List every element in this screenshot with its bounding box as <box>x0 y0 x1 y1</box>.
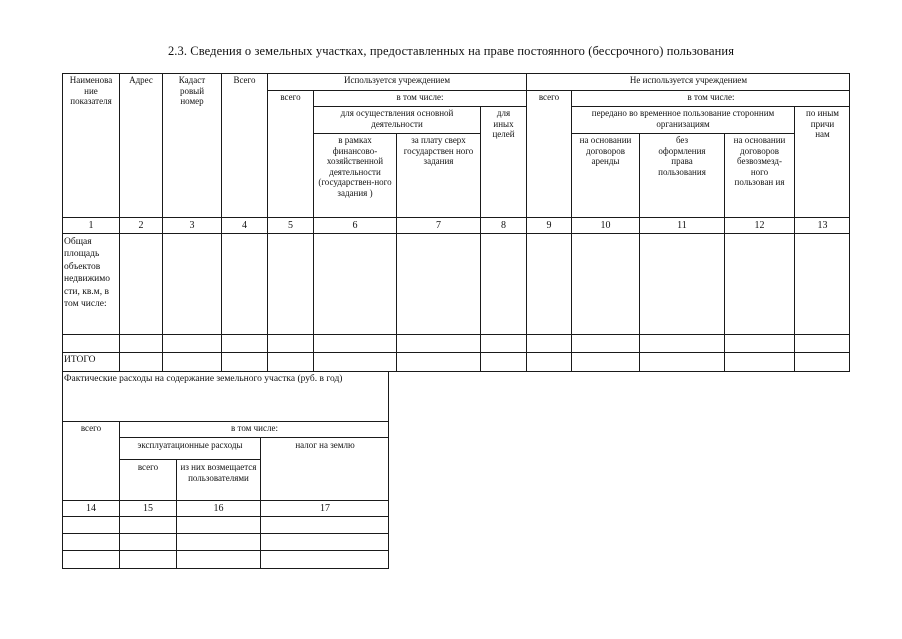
header-lease-agreements: на основании договоров аренды <box>579 135 632 166</box>
header-expenses-total: всего <box>80 423 102 433</box>
page-title: 2.3. Сведения о земельных участках, предоставленных на праве постоянного (бессрочного) пользования <box>167 44 735 58</box>
column-number: 3 <box>189 220 195 231</box>
column-number: 8 <box>501 220 506 231</box>
column-number: 16 <box>213 503 224 514</box>
row-label-total-area: Общая площадь объектов недвижимо сти, кв.м, в том числе: <box>64 237 110 310</box>
header-cadastral-number: Кадаст ровый номер <box>178 75 206 106</box>
column-number: 14 <box>86 503 96 514</box>
header-used-total: всего <box>280 92 301 102</box>
column-number: 1 <box>88 220 94 231</box>
header-main-activity: для осуществления основной деятельности <box>340 108 454 129</box>
header-expenses-including: в том числе: <box>231 423 278 433</box>
header-free-use-agreements: на основании договоров безвозмезд-ного пользован ия <box>733 135 786 188</box>
header-other-reasons: по иным причи нам <box>806 108 839 139</box>
header-financial-plan: в рамках финансово-хозяйственной деятельности (государствен-ного задания ) <box>318 135 392 198</box>
header-transferred-to-third-parties: передано во временное пользование сторонним организациям <box>591 108 775 129</box>
header-operating-expenses: эксплуатационные расходы <box>137 440 243 450</box>
header-used: Используется учреждением <box>343 75 451 85</box>
header-name: Наименова ние показателя <box>69 75 113 106</box>
column-number: 13 <box>817 220 828 231</box>
column-number: 9 <box>546 220 552 231</box>
header-total: Всего <box>233 75 256 85</box>
column-number: 11 <box>677 220 687 231</box>
header-land-tax: налог на землю <box>295 440 355 450</box>
column-number: 15 <box>143 503 153 514</box>
header-not-used-total: всего <box>538 92 560 102</box>
header-used-including: в том числе: <box>396 92 444 102</box>
column-number: 2 <box>138 220 144 231</box>
column-number: 10 <box>600 220 611 231</box>
column-number: 6 <box>352 220 358 231</box>
header-address: Адрес <box>129 75 153 85</box>
row-label-total: ИТОГО <box>64 355 96 365</box>
column-number: 5 <box>288 220 293 231</box>
column-number: 4 <box>242 220 247 231</box>
header-other-purposes: для иных целей <box>492 108 515 139</box>
header-reimbursed-by-users: из них возмещается пользователями <box>180 462 257 483</box>
column-number: 12 <box>754 220 765 231</box>
header-paid-above-assignment: за плату сверх государствен ного задания <box>403 135 474 166</box>
column-number: 17 <box>320 503 330 514</box>
column-number: 7 <box>436 220 441 231</box>
header-actual-expenses: Фактические расходы на содержание земельного участка (руб. в год) <box>64 374 343 384</box>
header-not-used-including: в том числе: <box>687 92 735 102</box>
header-operating-total: всего <box>137 462 159 472</box>
header-without-rights: без оформления права пользования <box>658 135 706 177</box>
header-not-used: Не используется учреждением <box>629 75 748 85</box>
